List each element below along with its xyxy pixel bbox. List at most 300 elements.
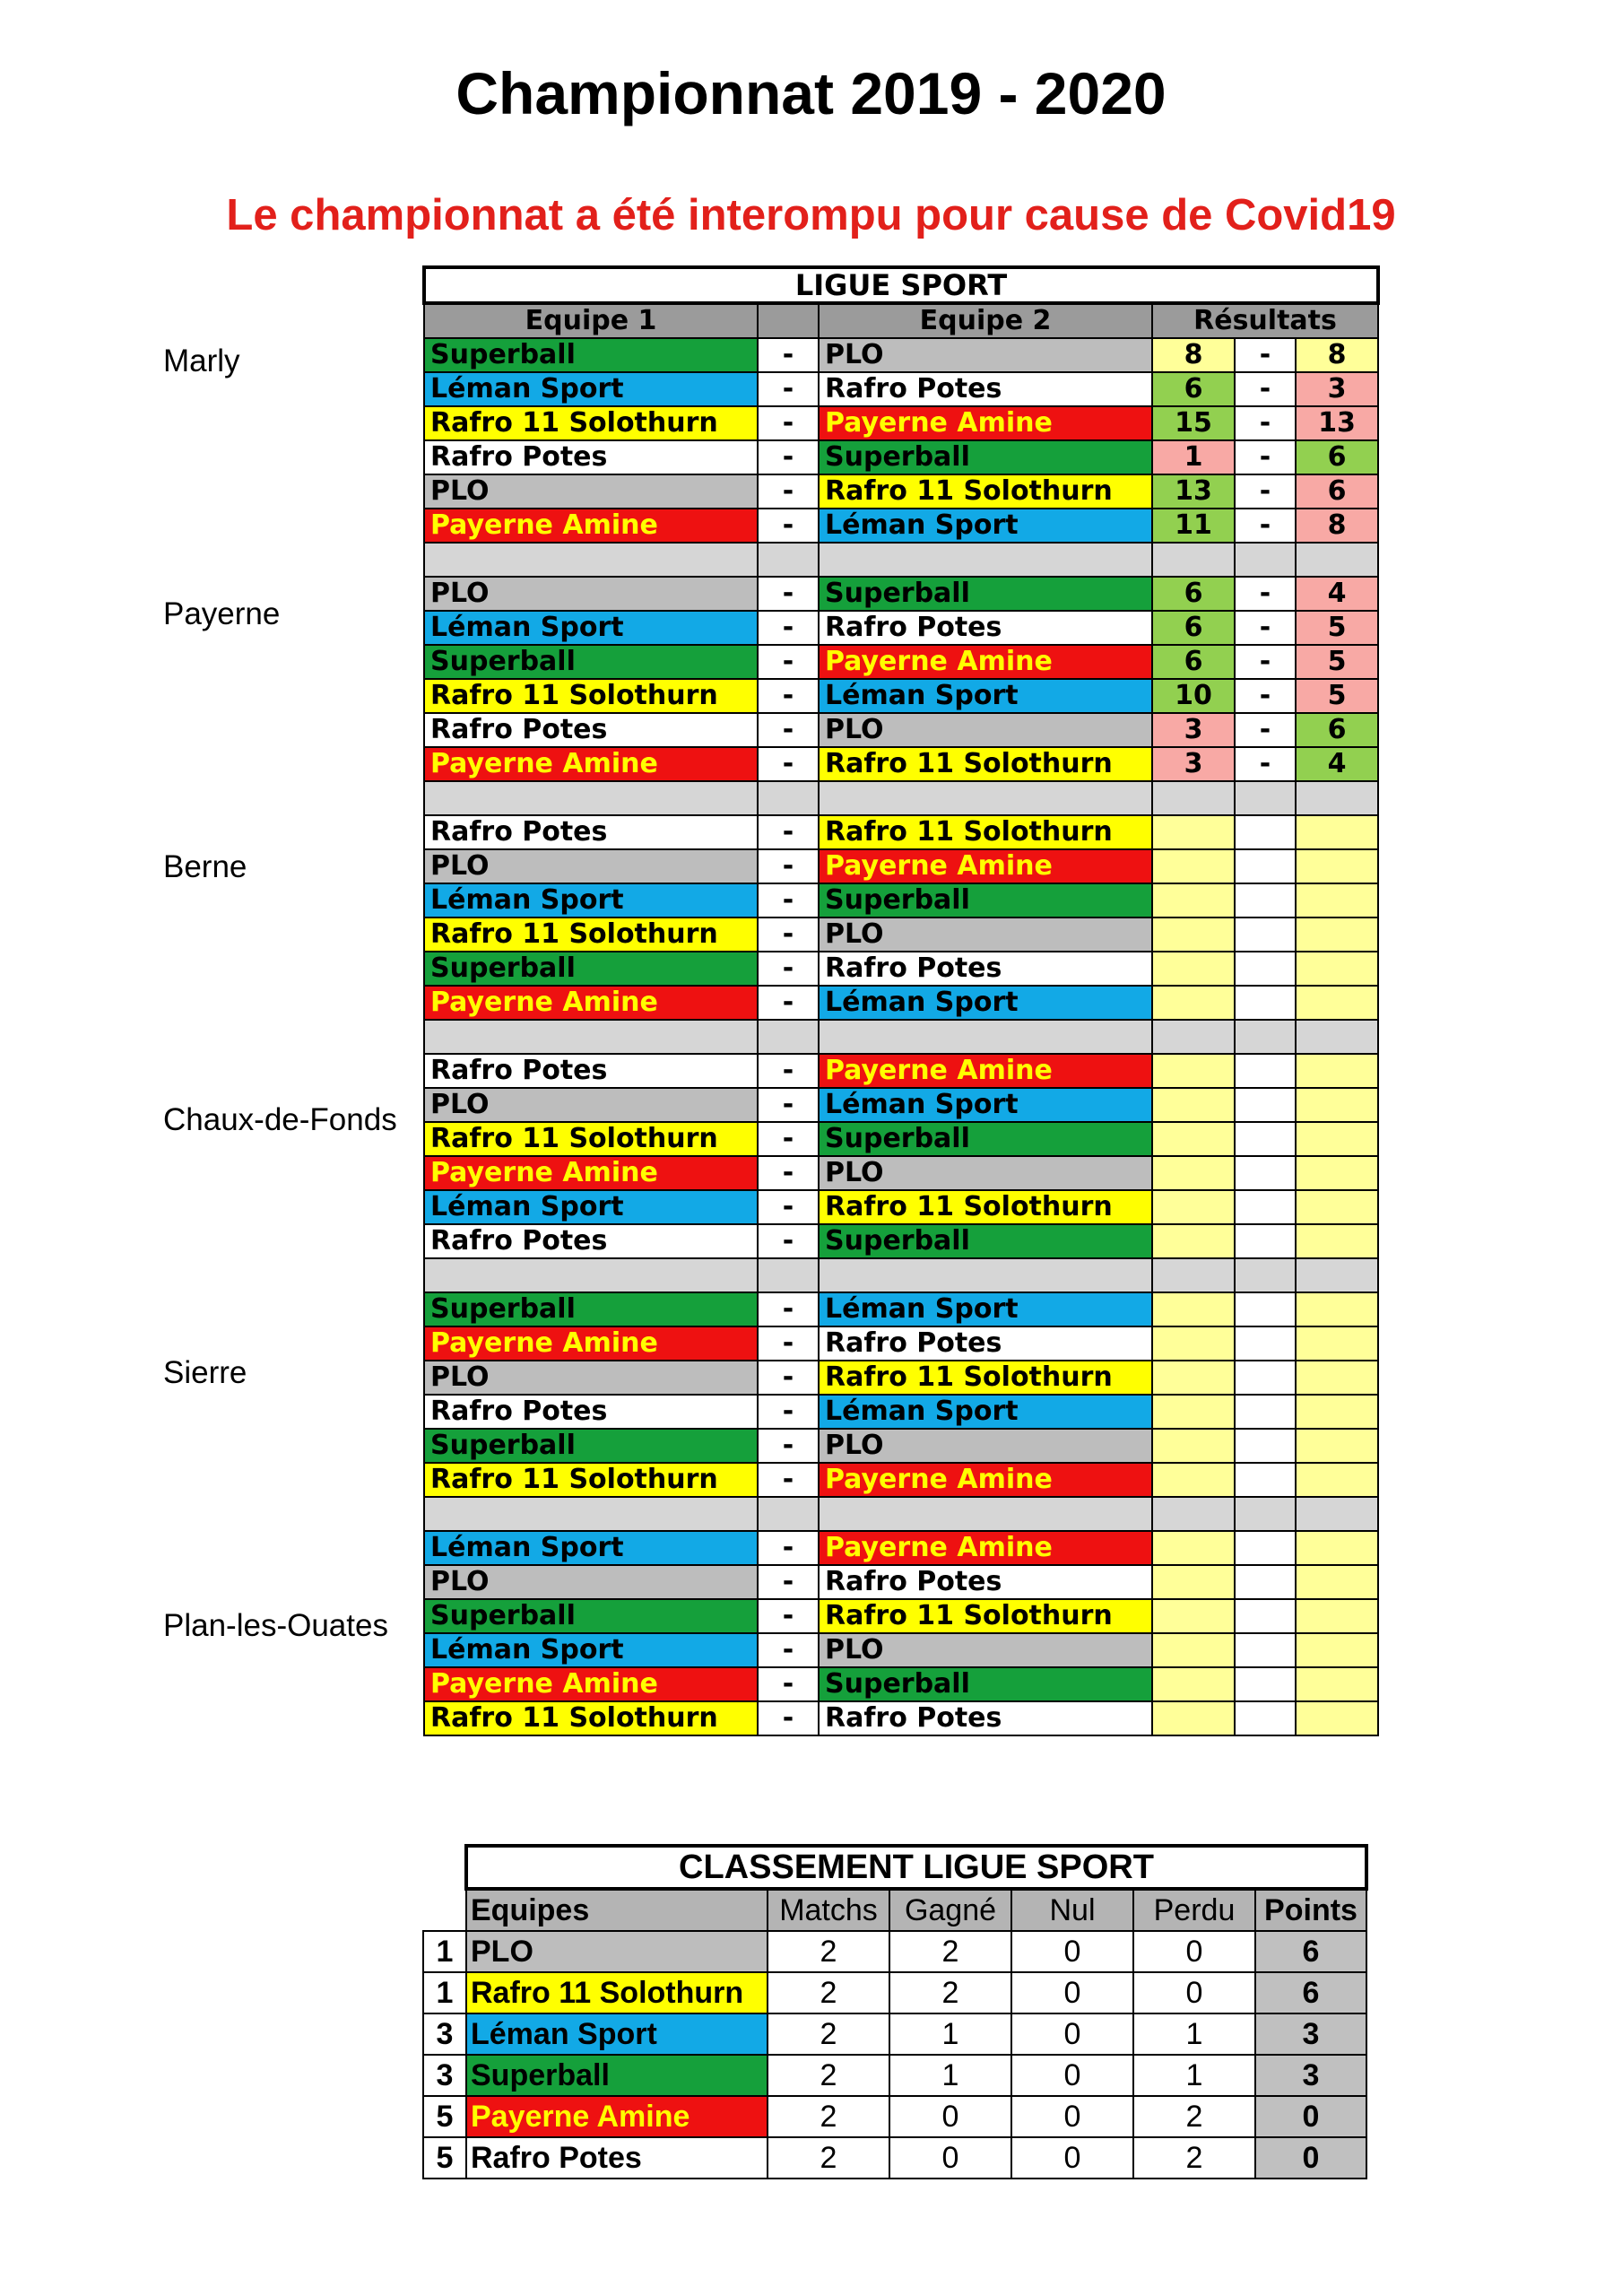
standing-gagne: 1 (889, 2055, 1011, 2096)
match-row (424, 918, 1378, 952)
score-team2 (1296, 1701, 1378, 1735)
match-team2: Rafro 11 Solothurn (819, 474, 1152, 509)
match-team2: Payerne Amine (819, 645, 1152, 679)
score-team2 (1296, 1292, 1378, 1326)
separator-cell (1152, 1258, 1235, 1292)
header-equipes: Equipes (466, 1889, 768, 1931)
match-team1: Léman Sport (424, 611, 758, 645)
standing-points: 0 (1255, 2137, 1366, 2179)
match-dash: - (758, 338, 819, 372)
standing-row (423, 2096, 1366, 2137)
score-team1 (1152, 918, 1235, 952)
match-team2: Rafro 11 Solothurn (819, 1361, 1152, 1395)
match-row (424, 1292, 1378, 1326)
match-dash: - (758, 611, 819, 645)
match-team2: Rafro 11 Solothurn (819, 747, 1152, 781)
score-team1: 15 (1152, 406, 1235, 440)
match-team2: PLO (819, 1633, 1152, 1667)
match-team1: Payerne Amine (424, 747, 758, 781)
separator-cell (424, 1258, 758, 1292)
match-dash: - (758, 1395, 819, 1429)
match-team2: Payerne Amine (819, 1054, 1152, 1088)
match-dash: - (758, 883, 819, 918)
standing-matchs: 2 (768, 2013, 889, 2055)
score-team2 (1296, 1224, 1378, 1258)
match-team2: Superball (819, 1122, 1152, 1156)
score-team1: 11 (1152, 509, 1235, 543)
score-team1: 13 (1152, 474, 1235, 509)
match-team1: Léman Sport (424, 883, 758, 918)
match-row (424, 509, 1378, 543)
match-team2: Payerne Amine (819, 1531, 1152, 1565)
match-team2: Rafro Potes (819, 1565, 1152, 1599)
score-team1 (1152, 1326, 1235, 1361)
score-team2 (1296, 952, 1378, 986)
standing-team: Léman Sport (466, 2013, 768, 2055)
score-dash: - (1235, 645, 1296, 679)
match-dash: - (758, 1190, 819, 1224)
score-team1 (1152, 883, 1235, 918)
match-team2: Superball (819, 1667, 1152, 1701)
match-team1: Rafro Potes (424, 713, 758, 747)
match-dash: - (758, 918, 819, 952)
match-row (424, 372, 1378, 406)
match-row (424, 1361, 1378, 1395)
match-dash: - (758, 577, 819, 611)
match-row (424, 1088, 1378, 1122)
score-dash (1235, 1463, 1296, 1497)
standing-gagne: 1 (889, 2013, 1011, 2055)
score-team1 (1152, 1565, 1235, 1599)
match-dash: - (758, 1361, 819, 1395)
standing-team: Payerne Amine (466, 2096, 768, 2137)
score-dash (1235, 1326, 1296, 1361)
standing-team: Rafro Potes (466, 2137, 768, 2179)
header-spacer (758, 303, 819, 338)
standing-row (423, 1972, 1366, 2013)
separator-cell (1296, 1020, 1378, 1054)
match-row (424, 747, 1378, 781)
match-dash: - (758, 1054, 819, 1088)
page-subtitle: Le championnat a été interompu pour cause de Covid19 (226, 191, 1396, 239)
standing-nul: 0 (1011, 2096, 1133, 2137)
standing-points: 3 (1255, 2013, 1366, 2055)
score-team2 (1296, 1531, 1378, 1565)
match-team1: Rafro 11 Solothurn (424, 679, 758, 713)
match-row (424, 986, 1378, 1020)
match-team2: PLO (819, 713, 1152, 747)
score-team2 (1296, 849, 1378, 883)
match-dash: - (758, 509, 819, 543)
separator-cell (1235, 1258, 1296, 1292)
venue-label: Berne (163, 848, 247, 884)
score-dash: - (1235, 372, 1296, 406)
match-row (424, 1429, 1378, 1463)
score-team2 (1296, 1633, 1378, 1667)
separator-cell (1235, 781, 1296, 815)
classement-title: CLASSEMENT LIGUE SPORT (466, 1846, 1366, 1889)
score-team1 (1152, 1463, 1235, 1497)
header-results: Résultats (1152, 303, 1378, 338)
header-team2: Equipe 2 (819, 303, 1152, 338)
score-dash (1235, 1531, 1296, 1565)
score-dash: - (1235, 509, 1296, 543)
match-row (424, 1395, 1378, 1429)
standing-matchs: 2 (768, 2055, 889, 2096)
header-nul: Nul (1011, 1889, 1133, 1931)
match-team1: Superball (424, 338, 758, 372)
score-team1 (1152, 1292, 1235, 1326)
classement-table (422, 1844, 1368, 2179)
standing-perdu: 1 (1133, 2013, 1255, 2055)
round-separator (424, 1258, 1378, 1292)
match-row (424, 1224, 1378, 1258)
separator-cell (424, 1020, 758, 1054)
match-team2: Rafro Potes (819, 1326, 1152, 1361)
match-row (424, 1565, 1378, 1599)
match-dash: - (758, 1326, 819, 1361)
match-dash: - (758, 747, 819, 781)
match-dash: - (758, 1429, 819, 1463)
score-team2 (1296, 1395, 1378, 1429)
round-separator (424, 781, 1378, 815)
standing-gagne: 0 (889, 2137, 1011, 2179)
score-team2: 3 (1296, 372, 1378, 406)
score-team1: 3 (1152, 713, 1235, 747)
separator-cell (424, 543, 758, 577)
score-team2 (1296, 986, 1378, 1020)
match-row (424, 1599, 1378, 1633)
separator-cell (758, 1258, 819, 1292)
match-row (424, 1122, 1378, 1156)
match-team1: Rafro Potes (424, 1054, 758, 1088)
venue-label: Plan-les-Ouates (163, 1608, 388, 1644)
match-team1: Superball (424, 645, 758, 679)
match-team1: Superball (424, 1292, 758, 1326)
separator-cell (424, 781, 758, 815)
classement-corner (423, 1846, 466, 1889)
score-dash (1235, 883, 1296, 918)
score-team1 (1152, 1395, 1235, 1429)
match-dash: - (758, 849, 819, 883)
score-team1 (1152, 1088, 1235, 1122)
score-dash (1235, 1122, 1296, 1156)
score-dash (1235, 1054, 1296, 1088)
standing-nul: 0 (1011, 2137, 1133, 2179)
standing-rank: 5 (423, 2096, 466, 2137)
match-dash: - (758, 1224, 819, 1258)
score-team1 (1152, 1429, 1235, 1463)
score-team2 (1296, 1361, 1378, 1395)
match-team1: Rafro Potes (424, 440, 758, 474)
match-team1: Rafro 11 Solothurn (424, 406, 758, 440)
score-team2 (1296, 918, 1378, 952)
match-team1: Rafro Potes (424, 1224, 758, 1258)
match-row (424, 1531, 1378, 1565)
match-dash: - (758, 372, 819, 406)
match-team2: PLO (819, 1429, 1152, 1463)
match-row (424, 440, 1378, 474)
match-team2: Rafro 11 Solothurn (819, 1599, 1152, 1633)
score-dash (1235, 952, 1296, 986)
round-separator (424, 1020, 1378, 1054)
separator-cell (1296, 1258, 1378, 1292)
score-team2: 6 (1296, 713, 1378, 747)
score-dash: - (1235, 406, 1296, 440)
score-dash: - (1235, 713, 1296, 747)
score-team2 (1296, 1599, 1378, 1633)
match-team1: Payerne Amine (424, 986, 758, 1020)
standing-row (423, 2055, 1366, 2096)
score-team2: 6 (1296, 474, 1378, 509)
round-separator (424, 1497, 1378, 1531)
standing-team: Superball (466, 2055, 768, 2096)
score-team1: 3 (1152, 747, 1235, 781)
score-team1 (1152, 815, 1235, 849)
score-team2 (1296, 1667, 1378, 1701)
match-team2: Superball (819, 1224, 1152, 1258)
standing-gagne: 2 (889, 1931, 1011, 1972)
score-team2 (1296, 815, 1378, 849)
match-row (424, 1156, 1378, 1190)
match-dash: - (758, 440, 819, 474)
match-dash: - (758, 1599, 819, 1633)
score-dash (1235, 986, 1296, 1020)
score-dash (1235, 849, 1296, 883)
score-dash (1235, 1701, 1296, 1735)
separator-cell (1235, 543, 1296, 577)
standing-team: Rafro 11 Solothurn (466, 1972, 768, 2013)
separator-cell (758, 1020, 819, 1054)
separator-cell (1235, 1497, 1296, 1531)
match-team2: Rafro Potes (819, 952, 1152, 986)
standing-matchs: 2 (768, 2137, 889, 2179)
standing-points: 0 (1255, 2096, 1366, 2137)
match-team1: Rafro Potes (424, 1395, 758, 1429)
score-team2 (1296, 1429, 1378, 1463)
match-dash: - (758, 986, 819, 1020)
match-dash: - (758, 1667, 819, 1701)
match-team2: Payerne Amine (819, 849, 1152, 883)
match-team2: Rafro Potes (819, 372, 1152, 406)
standing-perdu: 0 (1133, 1972, 1255, 2013)
separator-cell (819, 1497, 1152, 1531)
match-team1: PLO (424, 1565, 758, 1599)
match-row (424, 645, 1378, 679)
match-team1: Léman Sport (424, 372, 758, 406)
match-team1: Superball (424, 952, 758, 986)
score-dash: - (1235, 611, 1296, 645)
match-team1: Superball (424, 1429, 758, 1463)
match-row (424, 849, 1378, 883)
match-team2: Rafro 11 Solothurn (819, 1190, 1152, 1224)
score-team1: 8 (1152, 338, 1235, 372)
venue-label: Chaux-de-Fonds (163, 1101, 397, 1137)
match-dash: - (758, 713, 819, 747)
match-row (424, 474, 1378, 509)
separator-cell (758, 543, 819, 577)
match-team2: Payerne Amine (819, 406, 1152, 440)
separator-cell (819, 543, 1152, 577)
match-team1: Payerne Amine (424, 509, 758, 543)
score-dash (1235, 1667, 1296, 1701)
score-team1 (1152, 1054, 1235, 1088)
score-team1: 6 (1152, 611, 1235, 645)
match-dash: - (758, 1531, 819, 1565)
standing-row (423, 2013, 1366, 2055)
match-row (424, 1190, 1378, 1224)
score-team2 (1296, 1054, 1378, 1088)
standing-perdu: 2 (1133, 2096, 1255, 2137)
ligue-sport-table (422, 265, 1380, 1736)
standing-nul: 0 (1011, 1972, 1133, 2013)
score-dash (1235, 1156, 1296, 1190)
separator-cell (1296, 1497, 1378, 1531)
match-team1: Payerne Amine (424, 1667, 758, 1701)
score-dash (1235, 1361, 1296, 1395)
match-team2: Léman Sport (819, 509, 1152, 543)
score-team1 (1152, 1599, 1235, 1633)
match-team1: Rafro Potes (424, 815, 758, 849)
separator-cell (1296, 543, 1378, 577)
separator-cell (1152, 1497, 1235, 1531)
score-dash (1235, 1292, 1296, 1326)
match-team2: Léman Sport (819, 679, 1152, 713)
standing-rank: 3 (423, 2055, 466, 2096)
page-title: Championnat 2019 - 2020 (455, 60, 1167, 126)
separator-cell (1152, 543, 1235, 577)
match-team1: PLO (424, 1361, 758, 1395)
match-team1: Léman Sport (424, 1531, 758, 1565)
standing-row (423, 1931, 1366, 1972)
match-dash: - (758, 1633, 819, 1667)
match-dash: - (758, 1156, 819, 1190)
score-team2: 8 (1296, 509, 1378, 543)
match-row (424, 952, 1378, 986)
match-dash: - (758, 1122, 819, 1156)
standing-matchs: 2 (768, 1931, 889, 1972)
match-row (424, 406, 1378, 440)
score-team1: 1 (1152, 440, 1235, 474)
match-team2: Rafro 11 Solothurn (819, 815, 1152, 849)
match-row (424, 1054, 1378, 1088)
score-dash (1235, 1088, 1296, 1122)
score-dash (1235, 1395, 1296, 1429)
classement-corner (423, 1889, 466, 1931)
match-team2: Superball (819, 883, 1152, 918)
match-team1: Superball (424, 1599, 758, 1633)
match-team1: Léman Sport (424, 1190, 758, 1224)
match-team2: PLO (819, 338, 1152, 372)
score-team2 (1296, 1565, 1378, 1599)
match-dash: - (758, 679, 819, 713)
score-team1: 6 (1152, 372, 1235, 406)
match-team2: Payerne Amine (819, 1463, 1152, 1497)
match-team1: PLO (424, 1088, 758, 1122)
score-team1: 6 (1152, 645, 1235, 679)
score-team2: 13 (1296, 406, 1378, 440)
header-matchs: Matchs (768, 1889, 889, 1931)
standing-perdu: 0 (1133, 1931, 1255, 1972)
standing-nul: 0 (1011, 1931, 1133, 1972)
score-team2: 6 (1296, 440, 1378, 474)
score-team2 (1296, 1326, 1378, 1361)
separator-cell (758, 781, 819, 815)
score-team1 (1152, 952, 1235, 986)
match-team1: PLO (424, 849, 758, 883)
match-team1: PLO (424, 577, 758, 611)
separator-cell (1152, 781, 1235, 815)
score-team2: 4 (1296, 747, 1378, 781)
standing-rank: 3 (423, 2013, 466, 2055)
score-team2: 5 (1296, 679, 1378, 713)
match-row (424, 815, 1378, 849)
standing-nul: 0 (1011, 2055, 1133, 2096)
match-dash: - (758, 645, 819, 679)
header-gagne: Gagné (889, 1889, 1011, 1931)
match-team2: PLO (819, 1156, 1152, 1190)
match-dash: - (758, 952, 819, 986)
score-team2 (1296, 1190, 1378, 1224)
score-team1 (1152, 1361, 1235, 1395)
standing-nul: 0 (1011, 2013, 1133, 2055)
match-team2: Léman Sport (819, 986, 1152, 1020)
standing-row (423, 2137, 1366, 2179)
standing-perdu: 2 (1133, 2137, 1255, 2179)
match-team1: PLO (424, 474, 758, 509)
match-team2: Léman Sport (819, 1292, 1152, 1326)
match-team1: Rafro 11 Solothurn (424, 918, 758, 952)
match-team1: Rafro 11 Solothurn (424, 1463, 758, 1497)
score-team2 (1296, 883, 1378, 918)
match-dash: - (758, 1565, 819, 1599)
match-team2: Rafro Potes (819, 611, 1152, 645)
match-row (424, 1667, 1378, 1701)
score-dash (1235, 1224, 1296, 1258)
score-dash (1235, 1429, 1296, 1463)
match-row (424, 611, 1378, 645)
match-dash: - (758, 1701, 819, 1735)
score-team1 (1152, 1156, 1235, 1190)
match-team1: Payerne Amine (424, 1326, 758, 1361)
score-team2 (1296, 1463, 1378, 1497)
separator-cell (1152, 1020, 1235, 1054)
score-team1 (1152, 849, 1235, 883)
match-row (424, 1463, 1378, 1497)
match-dash: - (758, 1088, 819, 1122)
score-dash (1235, 1565, 1296, 1599)
match-team1: Léman Sport (424, 1633, 758, 1667)
match-row (424, 679, 1378, 713)
venue-label: Payerne (163, 596, 281, 631)
match-team1: Payerne Amine (424, 1156, 758, 1190)
match-row (424, 1701, 1378, 1735)
score-dash: - (1235, 474, 1296, 509)
score-team1: 10 (1152, 679, 1235, 713)
match-team2: Léman Sport (819, 1088, 1152, 1122)
standing-points: 6 (1255, 1931, 1366, 1972)
standing-matchs: 2 (768, 2096, 889, 2137)
match-dash: - (758, 1292, 819, 1326)
score-team1 (1152, 1701, 1235, 1735)
standing-rank: 1 (423, 1931, 466, 1972)
score-team1 (1152, 1667, 1235, 1701)
separator-cell (819, 1258, 1152, 1292)
score-dash (1235, 1190, 1296, 1224)
score-dash: - (1235, 338, 1296, 372)
match-team1: Rafro 11 Solothurn (424, 1122, 758, 1156)
venue-label: Sierre (163, 1355, 247, 1390)
